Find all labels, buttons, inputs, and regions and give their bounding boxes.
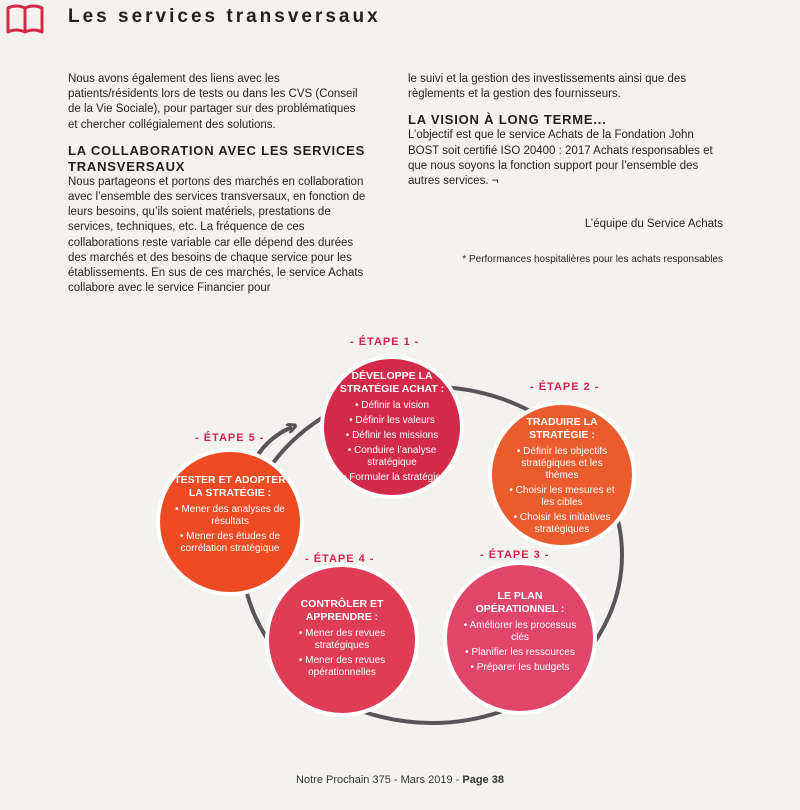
intro-paragraph: Nous avons également des liens avec les patients/résidents lors de tests ou dans les CVS (Conseil de la Vie Sociale), pour partager sur des problématiques et chercher collégialement des solutions. <box>68 73 358 131</box>
signature: L’équipe du Service Achats <box>584 218 723 230</box>
step-1-label: - ÉTAPE 1 - <box>350 336 420 348</box>
stage-4-title: CONTRÔLER ET APPRENDRE : <box>300 598 384 623</box>
book-icon <box>6 4 44 34</box>
publication-info: Notre Prochain 375 - Mars 2019 - <box>296 774 463 786</box>
stage-1-item: • Définir les missions <box>336 430 448 442</box>
stage-1-item: • Formuler la stratégie <box>336 472 448 484</box>
stage-3-items <box>462 620 578 674</box>
stage-3-item: • Planifier les ressources <box>462 647 578 659</box>
vision-paragraph: L’objectif est que le service Achats de la Fondation John BOST soit certifié ISO 20400 : 2017 Achats responsables et que nous soyons la fonction support pour l’ensemble des autres services. ¬ <box>408 129 713 188</box>
left-column <box>68 72 368 296</box>
stage-1-title: DÉVELOPPE LA STRATÉGIE ACHAT : <box>339 370 445 395</box>
stage-1-item: • Définir la vision <box>336 400 448 412</box>
stage-2-item: • Choisir les initiatives stratégiques <box>504 512 620 536</box>
page-title: Les services transversaux <box>68 6 381 27</box>
continuation-paragraph: le suivi et la gestion des investissements ainsi que des règlements et la gestion des fournisseurs. <box>408 73 687 101</box>
stage-1-items <box>336 400 448 484</box>
stage-4-item: • Mener des revues stratégiques <box>284 628 400 652</box>
stage-5-content <box>172 474 288 558</box>
stage-5-item: • Mener des études de corrélation stratégique <box>172 531 288 555</box>
stage-2-item: • Choisir les mesures et les cibles <box>504 485 620 509</box>
stage-2-content <box>504 416 620 539</box>
stage-4-item: • Mener des revues opérationnelles <box>284 655 400 679</box>
stage-1-item: • Définir les valeurs <box>336 415 448 427</box>
stage-4-content <box>284 598 400 682</box>
stage-2-items <box>504 446 620 536</box>
stage-1-content <box>336 370 448 487</box>
collaboration-heading: LA COLLABORATION AVEC LES SERVICES TRANSVERSAUX <box>68 142 366 174</box>
stage-3-title: LE PLAN OPÉRATIONNEL : <box>475 590 565 615</box>
step-4-label: - ÉTAPE 4 - <box>305 553 375 565</box>
right-column <box>408 72 718 189</box>
stage-5-items <box>172 504 288 555</box>
page-footer <box>0 774 800 786</box>
stage-5-title: TESTER ET ADOPTER LA STRATÉGIE : <box>174 474 286 499</box>
stage-2-title: TRADUIRE LA STRATÉGIE : <box>526 416 598 441</box>
stage-3-item: • Préparer les budgets <box>462 662 578 674</box>
step-5-label: - ÉTAPE 5 - <box>195 432 265 444</box>
stage-3-content <box>462 590 578 677</box>
footnote: * Performances hospitalières pour les achats responsables <box>462 254 723 265</box>
collaboration-paragraph: Nous partageons et portons des marchés en collaboration avec l’ensemble des services transversaux, en fonction de leurs besoins, qu’ils soient matériels, prestations de services, techniques, etc. La fréquence de ces collaborations reste variable car elle dépend des durées des marchés et des besoins de chaque service pour les établissements. En sus de ces marchés, le service Achats collabore avec le service Financier pour <box>68 175 366 295</box>
stage-5-item: • Mener des analyses de résultats <box>172 504 288 528</box>
page-number: Page 38 <box>462 774 504 786</box>
stage-3-item: • Améliorer les processus clés <box>462 620 578 644</box>
stage-4-items <box>284 628 400 679</box>
step-3-label: - ÉTAPE 3 - <box>480 549 550 561</box>
vision-heading: LA VISION À LONG TERME... <box>408 112 607 128</box>
step-2-label: - ÉTAPE 2 - <box>530 381 600 393</box>
stage-1-item: • Conduire l’analyse stratégique <box>336 445 448 469</box>
stage-2-item: • Définir les objectifs stratégiques et les thèmes <box>504 446 620 482</box>
